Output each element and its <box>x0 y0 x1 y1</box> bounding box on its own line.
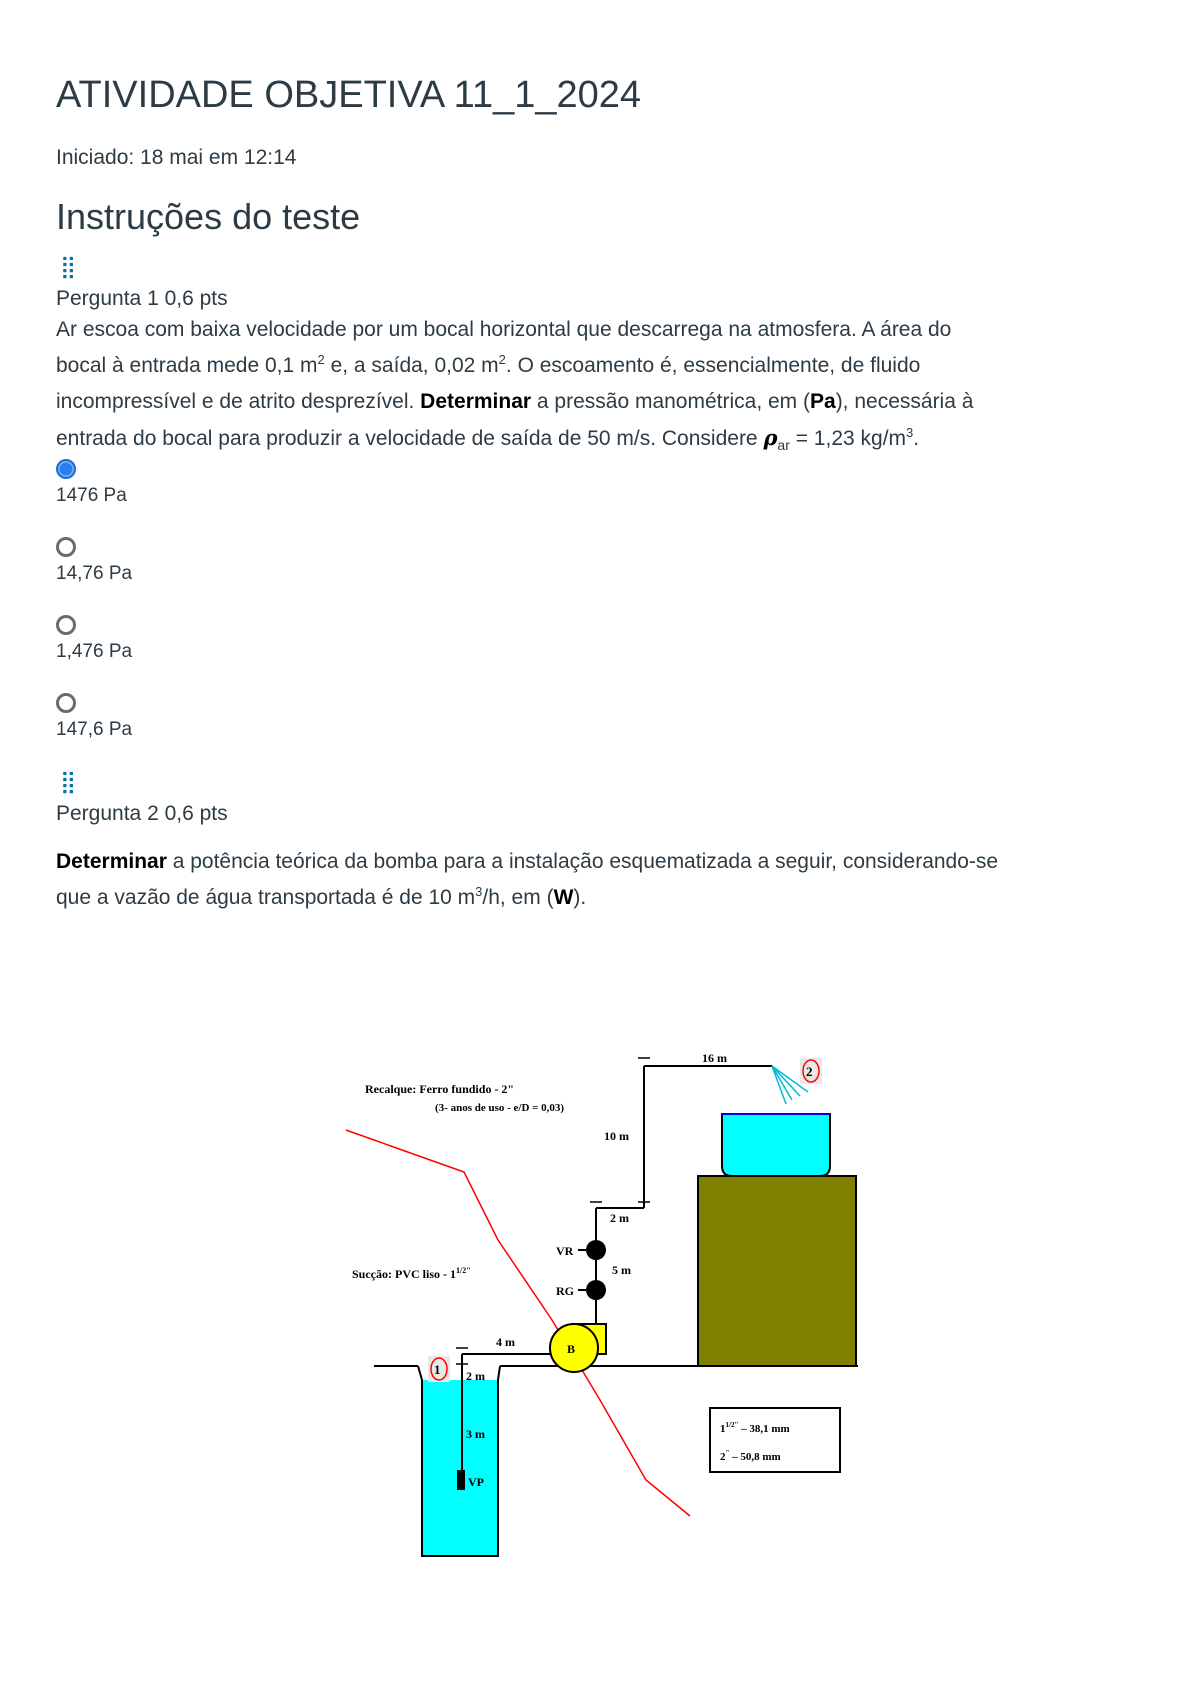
question-1-header: Pergunta 1 0,6 pts <box>56 287 228 310</box>
q1-line-1: Ar escoa com baixa velocidade por um bocal horizontal que descarrega na atmosfera. A área do <box>56 318 952 341</box>
diameter-row-1: $1^{1/2"} - 38,1$ mm <box>720 1421 790 1435</box>
started-timestamp: Iniciado: 18 mai em 12:14 <box>56 146 297 169</box>
drag-handle-icon[interactable]: ⣿ <box>60 254 75 279</box>
q1-line-4: entrada do bocal para produzir a velocidade de saída de 50 m/s. Considere $\rho_{ar} = 1,23$ $kg/m^3$. <box>56 425 920 454</box>
reservoir-base <box>698 1176 856 1366</box>
vr-label: VR <box>556 1244 574 1258</box>
diameter-row-2: 2" – 50,8 mm <box>720 1449 781 1463</box>
len-16m: 16 m <box>702 1051 727 1065</box>
succao-label: Sucção: PVC liso - $1^{1/2"}$ <box>352 1266 471 1281</box>
len-10m: 10 m <box>604 1129 629 1143</box>
len-2m-bottom: 2 m <box>466 1369 485 1383</box>
point-2-label: 2 <box>806 1064 813 1079</box>
gate-valve-icon <box>586 1280 606 1300</box>
slope-line <box>346 1130 690 1516</box>
q1-option-3-radio[interactable] <box>56 615 76 635</box>
len-3m: 3 m <box>466 1427 485 1441</box>
pump-icon <box>550 1324 606 1372</box>
q1-option-4-radio[interactable] <box>56 693 76 713</box>
vp-label: VP <box>468 1475 484 1489</box>
q1-option-3-label[interactable]: 1,476 Pa <box>56 641 133 662</box>
point-1-label: 1 <box>434 1362 441 1377</box>
q1-line-3: incompressível e de atrito desprezível. Determinar a pressão manométrica, em (Pa), necessária à <box>56 390 974 413</box>
q1-option-1-radio[interactable] <box>56 459 76 479</box>
rg-label: RG <box>556 1284 574 1298</box>
recalque-subtitle: (3- anos de uso - e/D = 0,03) <box>435 1102 565 1114</box>
q1-option-1-label[interactable]: 1476 Pa <box>56 485 127 506</box>
q1-line-2: bocal à entrada mede 0,1 $m^2$ e, a saída, 0,02 $m^2$. O escoamento é, essencialmente, de fluido <box>56 352 921 377</box>
question-2-header: Pergunta 2 0,6 pts <box>56 802 228 825</box>
question-2-text <box>56 844 1156 916</box>
instructions-heading: Instruções do teste <box>56 196 361 237</box>
page-title: ATIVIDADE OBJETIVA 11_1_2024 <box>56 74 642 116</box>
q1-option-2-radio[interactable] <box>56 537 76 557</box>
recalque-title: Recalque: Ferro fundido - 2" <box>365 1082 515 1096</box>
drag-handle-icon[interactable]: ⣿ <box>60 769 75 794</box>
q1-option-4-label[interactable]: 147,6 Pa <box>56 719 133 740</box>
upper-tank <box>722 1108 830 1176</box>
pump-label: B <box>567 1342 576 1356</box>
len-5m: 5 m <box>612 1263 631 1277</box>
len-4m: 4 m <box>496 1335 515 1349</box>
q2-line-1: Determinar a potência teórica da bomba para a instalação esquematizada a seguir, considerando-se <box>56 850 999 873</box>
pump-installation-diagram <box>340 1040 900 1560</box>
len-2m-top: 2 m <box>610 1211 629 1225</box>
q1-option-2-label[interactable]: 14,76 Pa <box>56 563 133 584</box>
question-1-text <box>56 312 1156 457</box>
foot-valve <box>457 1470 465 1490</box>
q2-line-2: que a vazão de água transportada é de 10 $m^3/h$, em (W). <box>56 884 587 909</box>
suction-water <box>422 1380 498 1556</box>
check-valve-icon <box>586 1240 606 1260</box>
